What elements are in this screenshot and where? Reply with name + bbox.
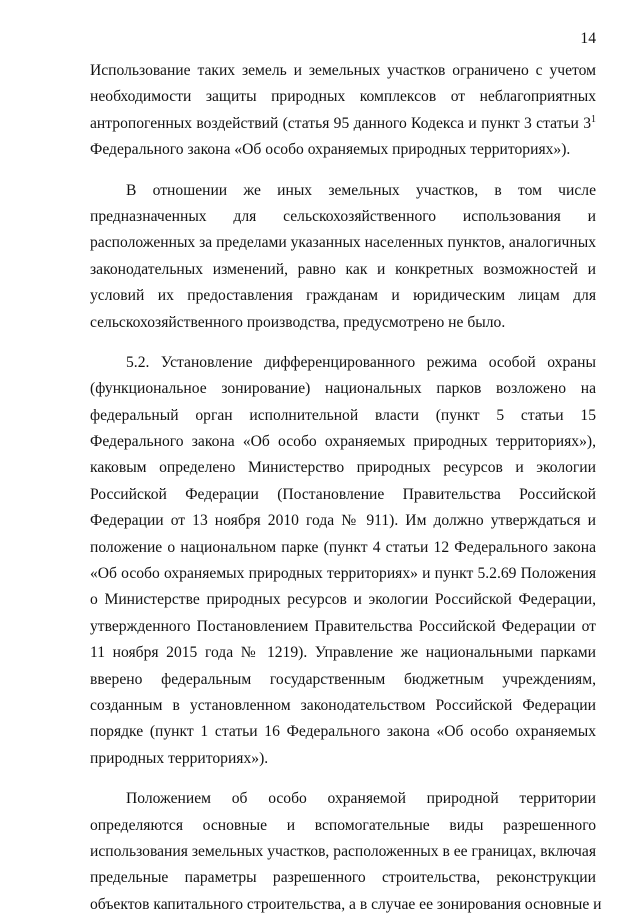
text-line: предельные параметры разрешенного строительства, реконструкции xyxy=(90,869,596,887)
paragraph-1 xyxy=(90,58,596,164)
text-line: созданным в установленном законодательством Российской Федерации xyxy=(90,696,596,714)
page-number: 14 xyxy=(580,30,596,47)
text-line: использования земельных участков, расположенных в ее границах, включая xyxy=(90,842,596,860)
text-line: порядке (пункт 1 статьи 16 Федерального закона «Об особо охраняемых xyxy=(90,723,596,741)
text-line: вверено федеральным государственным бюджетным учреждениям, xyxy=(90,670,596,688)
paragraph-3 xyxy=(90,350,596,772)
text-line: 11 ноября 2015 года № 1219). Управление же национальными парками xyxy=(90,644,596,662)
text-line: необходимости защиты природных комплексов от неблагоприятных xyxy=(90,88,596,106)
text-line: «Об особо охраняемых природных территориях» и пункт 5.2.69 Положения xyxy=(90,565,596,583)
footnote-superscript: 1 xyxy=(591,113,596,125)
text-line: Федерации от 13 ноября 2010 года № 911). Им должно утверждаться и xyxy=(90,512,596,530)
text-line-with-superscript xyxy=(90,111,596,137)
text-line: определяются основные и вспомогательные виды разрешенного xyxy=(90,816,596,834)
text-line: Федерального закона «Об особо охраняемых природных территориях»). xyxy=(90,141,571,159)
text-line: 5.2. Установление дифференцированного режима особой охраны xyxy=(126,353,596,371)
text-line: предназначенных для сельскохозяйственного использования и xyxy=(90,207,596,225)
text-line: сельскохозяйственного производства, предусмотрено не было. xyxy=(90,313,506,331)
text-line: (функциональное зонирование) национальных парков возложено на xyxy=(90,380,596,398)
paragraph-4 xyxy=(90,786,602,918)
text-line: расположенных за пределами указанных населенных пунктов, аналогичных xyxy=(90,234,597,252)
text-line: каковым определено Министерство природных ресурсов и экологии xyxy=(90,459,596,477)
text-line: Федерального закона «Об особо охраняемых природных территориях»), xyxy=(90,433,596,451)
text-segment: антропогенных воздействий (статья 95 данного Кодекса и пункт 3 статьи 3 xyxy=(90,114,591,132)
text-line: утвержденного Постановлением Правительства Российской Федерации от xyxy=(90,617,596,635)
text-line: законодательных изменений, равно как и конкретных возможностей и xyxy=(90,260,596,278)
text-line: Положением об особо охраняемой природной территории xyxy=(126,790,596,808)
text-line: объектов капитального строительства, а в случае ее зонирования основные и xyxy=(90,895,602,913)
paragraph-2 xyxy=(90,178,596,336)
text-line: о Министерстве природных ресурсов и экологии Российской Федерации, xyxy=(90,591,596,609)
text-line: федеральный орган исполнительной власти (пункт 5 статьи 15 xyxy=(90,406,596,424)
text-line: природных территориях»). xyxy=(90,749,269,767)
text-line: условий их предоставления гражданам и юридическим лицам для xyxy=(90,287,596,305)
text-line: Российской Федерации (Постановление Правительства Российской xyxy=(90,485,596,503)
text-line: В отношении же иных земельных участков, в том числе xyxy=(126,181,596,199)
text-line: положение о национальном парке (пункт 4 статьи 12 Федерального закона xyxy=(90,538,596,556)
text-line: Использование таких земель и земельных участков ограничено с учетом xyxy=(90,62,596,79)
document-body xyxy=(90,58,602,918)
